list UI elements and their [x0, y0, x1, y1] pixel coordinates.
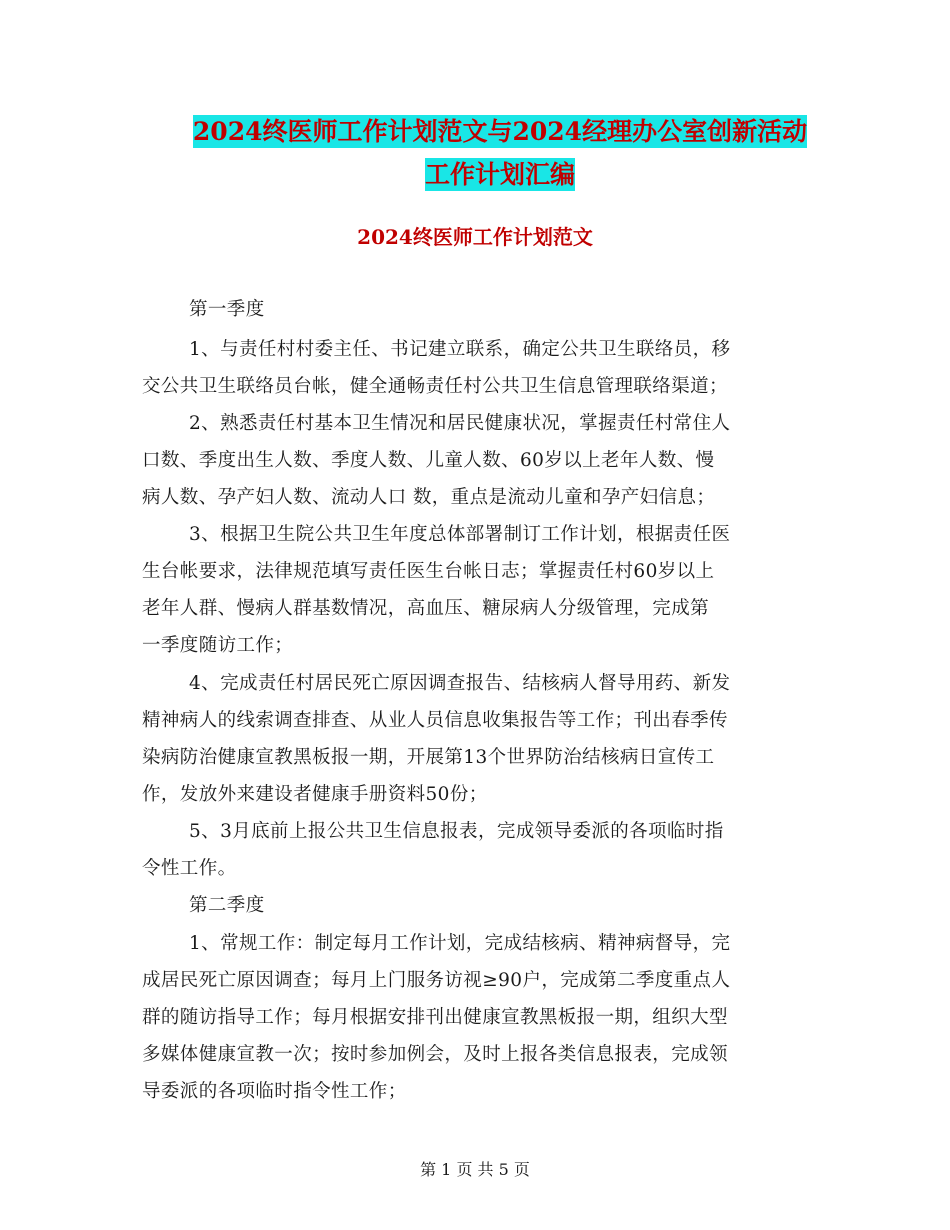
paragraph-line: 群的随访指导工作；每月根据安排刊出健康宣教黑板报一期，组织大型	[142, 1007, 728, 1028]
paragraph-line: 成居民死亡原因调查；每月上门服务访视≥90户，完成第二季度重点人	[142, 970, 731, 991]
paragraph-line: 精神病人的线索调查排查、从业人员信息收集报告等工作；刊出春季传	[142, 710, 728, 731]
paragraph-line: 5、3月底前上报公共卫生信息报表，完成领导委派的各项临时指	[189, 821, 724, 842]
paragraph-line: 多媒体健康宣教一次；按时参加例会，及时上报各类信息报表，完成领	[142, 1044, 728, 1065]
paragraph-line: 4、完成责任村居民死亡原因调查报告、结核病人督导用药、新发	[189, 673, 731, 694]
paragraph-line: 一季度随访工作；	[142, 635, 294, 656]
paragraph-line: 老年人群、慢病人群基数情况，高血压、糖尿病人分级管理，完成第	[142, 598, 710, 619]
document-title-line-1: 2024终医师工作计划范文与2024经理办公室创新活动	[192, 117, 808, 146]
document-title-line-2: 工作计划汇编	[424, 160, 575, 189]
paragraph-line: 病人数、孕产妇人数、流动人口 数，重点是流动儿童和孕产妇信息；	[142, 487, 716, 508]
paragraph-line: 导委派的各项临时指令性工作；	[142, 1081, 407, 1102]
paragraph-line: 2、熟悉责任村基本卫生情况和居民健康状况，掌握责任村常住人	[189, 413, 731, 434]
paragraph-line: 3、根据卫生院公共卫生年度总体部署制订工作计划，根据责任医	[189, 524, 731, 545]
paragraph-line: 染病防治健康宣教黑板报一期，开展第13个世界防治结核病日宣传工	[142, 747, 715, 768]
paragraph-line: 生台帐要求，法律规范填写责任医生台帐日志；掌握责任村60岁以上	[142, 561, 715, 582]
section-title: 2024终医师工作计划范文	[357, 225, 593, 249]
paragraph-line: 第二季度	[189, 895, 265, 916]
paragraph-line: 作，发放外来建设者健康手册资料50份；	[142, 784, 488, 805]
paragraph-line: 令性工作。	[142, 858, 237, 879]
page-footer: 第 1 页 共 5 页	[420, 1160, 530, 1179]
paragraph-line: 交公共卫生联络员台帐，健全通畅责任村公共卫生信息管理联络渠道；	[142, 376, 728, 397]
paragraph-line: 第一季度	[189, 299, 265, 320]
paragraph-line: 1、常规工作：制定每月工作计划，完成结核病、精神病督导，完	[189, 933, 731, 954]
paragraph-line: 1、与责任村村委主任、书记建立联系，确定公共卫生联络员，移	[189, 339, 731, 360]
paragraph-line: 口数、季度出生人数、季度人数、儿童人数、60岁以上老年人数、慢	[142, 450, 715, 471]
